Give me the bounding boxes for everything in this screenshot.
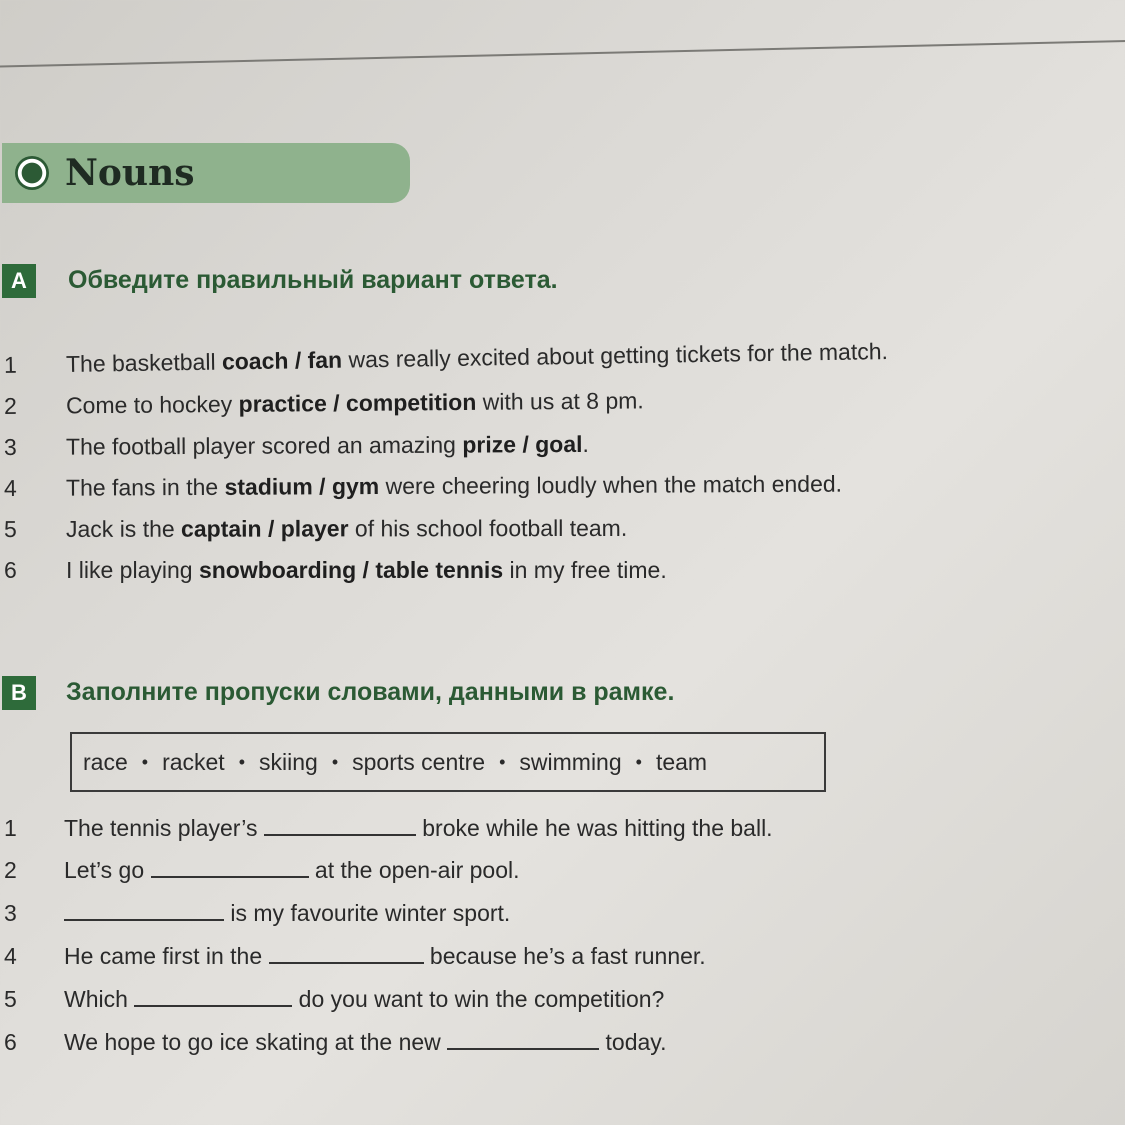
- word-bank-item: skiing: [259, 748, 318, 775]
- exercise-b-item: [0, 856, 520, 884]
- exercise-b-item: [0, 1028, 667, 1056]
- answer-option[interactable]: coach: [221, 347, 289, 375]
- item-text: Come to hockey: [65, 390, 239, 419]
- word-separator: •: [141, 751, 149, 772]
- answer-option[interactable]: goal: [535, 430, 583, 458]
- item-number: 1: [3, 351, 17, 378]
- nouns-section-banner: [2, 143, 410, 203]
- exercise-a-item: [0, 471, 842, 502]
- item-number: 6: [4, 557, 17, 583]
- item-number: 6: [4, 1029, 17, 1055]
- exercise-a-item: [0, 338, 888, 379]
- answer-blank[interactable]: [151, 856, 309, 878]
- item-text: at the open-air pool.: [308, 857, 520, 883]
- section-a-badge: A: [2, 264, 36, 298]
- option-separator: /: [515, 431, 536, 458]
- answer-blank[interactable]: [269, 942, 424, 964]
- answer-option[interactable]: captain: [181, 515, 262, 542]
- exercise-b-item: [0, 814, 773, 842]
- exercise-b-item: [0, 899, 510, 927]
- item-text: in my free time.: [503, 557, 667, 583]
- section-b-badge: B: [2, 676, 36, 710]
- item-text: I like playing: [66, 557, 199, 583]
- option-separator: /: [312, 473, 332, 500]
- answer-option[interactable]: competition: [345, 388, 477, 416]
- item-text: today.: [599, 1029, 667, 1055]
- option-separator: /: [261, 515, 281, 542]
- item-text: Jack is the: [65, 515, 182, 542]
- item-number: 3: [4, 900, 17, 926]
- word-bank-item: racket: [162, 748, 225, 775]
- item-number: 5: [4, 986, 17, 1012]
- exercise-b-item: [0, 985, 664, 1013]
- exercise-a-item: [0, 557, 667, 584]
- answer-blank[interactable]: [447, 1028, 599, 1050]
- item-text: Let’s go: [64, 857, 151, 883]
- answer-option[interactable]: table tennis: [375, 557, 504, 583]
- item-text: He came first in the: [64, 943, 269, 969]
- item-text: of his school football team.: [348, 514, 628, 542]
- page-title: Nouns: [65, 152, 195, 194]
- item-number: 2: [3, 392, 17, 419]
- item-number: 3: [3, 433, 17, 460]
- item-text: because he’s a fast runner.: [423, 943, 706, 969]
- option-separator: /: [356, 557, 376, 583]
- item-text: with us at 8 pm.: [476, 387, 644, 415]
- item-text: The basketball: [65, 348, 223, 377]
- section-a-title: Обведите правильный вариант ответа.: [68, 266, 558, 294]
- item-text: The tennis player’s: [64, 815, 264, 841]
- answer-option[interactable]: fan: [307, 346, 343, 374]
- answer-option[interactable]: prize: [462, 431, 517, 458]
- answer-option[interactable]: practice: [238, 390, 327, 417]
- exercise-a-item: [0, 387, 644, 420]
- word-separator: •: [331, 751, 339, 772]
- item-text: do you want to win the competition?: [292, 986, 665, 1012]
- exercise-b-item: [0, 942, 706, 970]
- item-number: 2: [4, 857, 17, 883]
- item-number: 4: [3, 474, 17, 501]
- word-bank-item: swimming: [519, 748, 622, 775]
- item-number: 4: [4, 943, 17, 969]
- item-text: .: [582, 430, 589, 457]
- word-bank-item: team: [655, 748, 708, 775]
- item-number: 5: [3, 515, 17, 542]
- item-text: The fans in the: [65, 473, 225, 501]
- word-separator: •: [238, 751, 246, 772]
- answer-option[interactable]: gym: [331, 473, 380, 500]
- answer-option[interactable]: player: [280, 515, 349, 542]
- answer-blank[interactable]: [264, 814, 416, 836]
- answer-option[interactable]: stadium: [224, 473, 313, 500]
- item-text: was really excited about getting tickets for the match.: [341, 338, 889, 373]
- word-separator: •: [635, 751, 642, 772]
- answer-blank[interactable]: [64, 899, 224, 921]
- section-b-title: Заполните пропуски словами, данными в рамке.: [66, 678, 675, 706]
- answer-blank[interactable]: [134, 985, 292, 1007]
- option-separator: /: [326, 389, 347, 417]
- item-text: Which: [64, 986, 135, 1012]
- top-divider-line: [0, 39, 1125, 68]
- item-text: were cheering loudly when the match ended.: [379, 470, 843, 500]
- word-separator: •: [499, 751, 506, 772]
- answer-option[interactable]: snowboarding: [198, 557, 357, 583]
- item-text: We hope to go ice skating at the new: [64, 1029, 448, 1055]
- circle-bullet-icon: [15, 156, 49, 190]
- option-separator: /: [288, 347, 308, 374]
- word-bank-box: [70, 732, 826, 792]
- item-number: 1: [4, 815, 17, 841]
- item-text: broke while he was hitting the ball.: [415, 815, 773, 841]
- word-bank-item: race: [83, 748, 128, 775]
- item-text: is my favourite winter sport.: [224, 900, 511, 926]
- exercise-a-item: [0, 431, 589, 461]
- word-bank-item: sports centre: [352, 748, 486, 775]
- exercise-a-item: [0, 515, 627, 543]
- item-text: The football player scored an amazing: [65, 431, 463, 460]
